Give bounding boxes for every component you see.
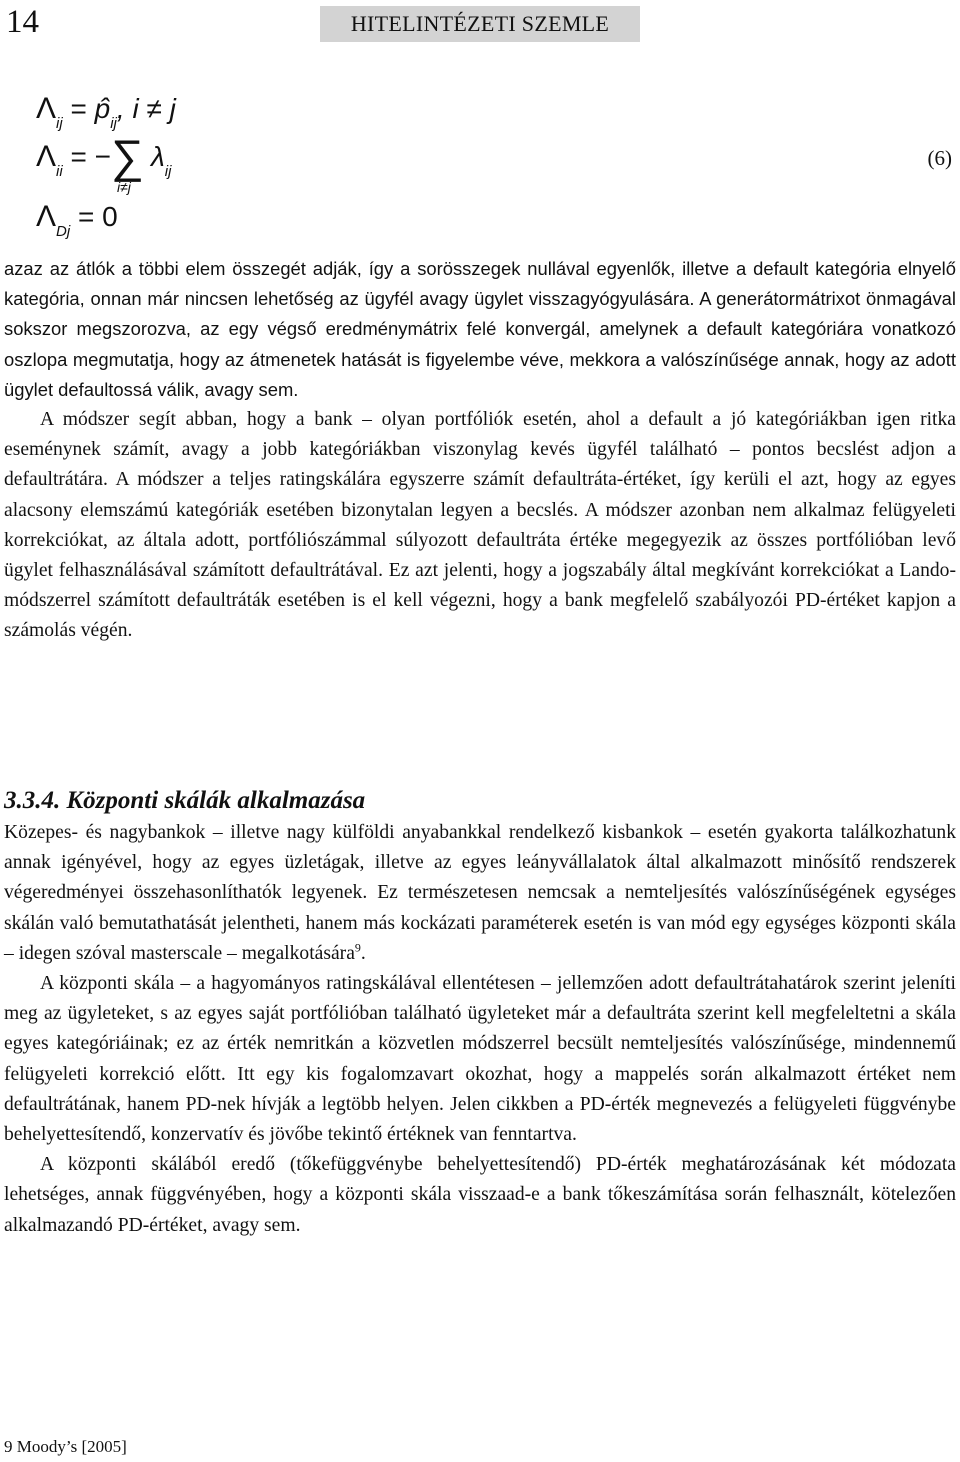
subscript: Dj — [56, 223, 71, 240]
section-heading: 3.3.4. Központi skálák alkalmazása — [4, 787, 366, 814]
equation-number: (6) — [927, 146, 952, 170]
equals-minus: = − — [62, 141, 111, 172]
lambda-symbol: Λ — [36, 140, 57, 173]
lambda-lower-symbol: λ — [150, 141, 165, 172]
paragraph-3 — [4, 818, 956, 969]
equation-line-2 — [36, 129, 172, 195]
subscript: ij — [164, 163, 172, 180]
subscript: ii — [56, 163, 63, 180]
summation-index: i≠j — [116, 178, 131, 195]
sigma-symbol: ∑ — [110, 129, 144, 182]
lambda-symbol: Λ — [36, 92, 57, 125]
page-number: 14 — [6, 4, 39, 40]
journal-title-banner: HITELINTÉZETI SZEMLE — [320, 6, 640, 42]
equation-line-1 — [36, 92, 176, 132]
summation — [110, 129, 151, 195]
paragraph-2: A módszer segít abban, hogy a bank – olyan portfóliók esetén, ahol a default a jó kategóriákban igen ritka eseménynek számít, avagy a jobb kategóriákban viszonylag kevés ügyfél található – pontos becslést adjon a defaultrátára. A módszer a teljes ratingskálára egyszerre számít defaultráta-értéket, így kerüli el azt, hogy az egyes alacsony elemszámú kategóriák esetében bizonytalan legyen a becslés. A módszer azonban nem alkalmaz felügyeleti korrekciókat, az általa adott, portfóliószámmal súlyozott defaultráta értéke megegyezik az összes portfólióban levő ügylet felhasználásával számított defaultrátával. Ez azt jelenti, hogy a jogszabály által megkívánt korrekciókat a Lando-módszerrel számított defaultráták esetében is el kell végezni, hogy a bank megfelelő szabályozói PD-értéket kapjon a számolás végén. — [4, 409, 956, 642]
paragraph-4: A központi skála – a hagyományos ratingskálával ellentétesen – jellemzően adott defaultrátahatárok szerint jeleníti meg az ügyleteket, s az egyes saját portfólióban található ügyleteket már a defaultráta szerint kell megfeleltetni a skála egyes kategóriáinak; ez az érték nemritkán a közvetlen módszerrel becsült nemteljesítés valószínűsége, mindennemű felügyeleti korrekció előtt. Itt egy kis fogalomzavart okozhat, hogy a mappelés során alkalmazott értéket nem defaultrátának, hanem PD-nek hívják a legtöbb helyen. Jelen cikkben a PD-érték megnevezés a felügyeleti függvénybe behelyettesítendő, konzervatív és jövőbe tekintő értéknek van fenntartva. — [4, 973, 956, 1146]
equation-6 — [36, 92, 956, 242]
body-text-section — [4, 818, 956, 1241]
subscript: ij — [110, 115, 117, 132]
footnote-reference: 9 — [354, 940, 361, 955]
equals-sign: = — [62, 93, 95, 124]
condition: , i ≠ j — [116, 93, 176, 124]
footnote: 9 Moody’s [2005] — [4, 1437, 127, 1456]
paragraph-5: A központi skálából eredő (tőkefüggvénybe behelyettesítendő) PD-érték meghatározásának két módozata lehetséges, annak függvényében, hogy a központi skála visszaad-e a bank tőkeszámítása során felhasznált, kötelezően alkalmazandó PD-értéket, avagy sem. — [4, 1154, 956, 1236]
body-text-top — [4, 254, 956, 647]
paragraph-3-end: . — [360, 942, 366, 964]
equation-line-3 — [36, 200, 118, 240]
subscript: ij — [56, 115, 63, 132]
p-hat-symbol: p̂ — [94, 93, 111, 124]
paragraph-1: azaz az átlók a többi elem összegét adják, így a sorösszegek nullával egyenlők, illetve a default kategória elnyelő kategória, onnan már nincsen lehetőség az ügyfél avagy ügylet visszagyógyulására. A generátormátrixot önmagával sokszor megszorozva, az egy végső eredménymátrix felé konvergál, amelynek a default kategóriára vonatkozó oszlopa megmutatja, hogy az átmenetek hatását is figyelembe véve, mekkora a valószínűsége annak, hogy az adott ügylet defaultossá válik, avagy sem. — [4, 258, 956, 400]
lambda-symbol: Λ — [36, 200, 57, 233]
paragraph-3-text: Közepes- és nagybankok – illetve nagy külföldi anyabankkal rendelkező kisbankok – esetén gyakorta találkozhatunk annak igényével, hogy az egyes üzletágak, illetve az egyes leányvállalatok által alkalmazott minősítő rendszerek végeredményei összehasonlíthatók legyenek. Ez természetesen nemcsak a nemteljesítés valószínűségének egységes skálán való bemutathatását jelentheti, hanem más kockázati paraméterek esetén is van mód egy egységes központi skála – idegen szóval masterscale – megalkotására — [4, 822, 956, 964]
equals-zero: = 0 — [70, 201, 118, 232]
